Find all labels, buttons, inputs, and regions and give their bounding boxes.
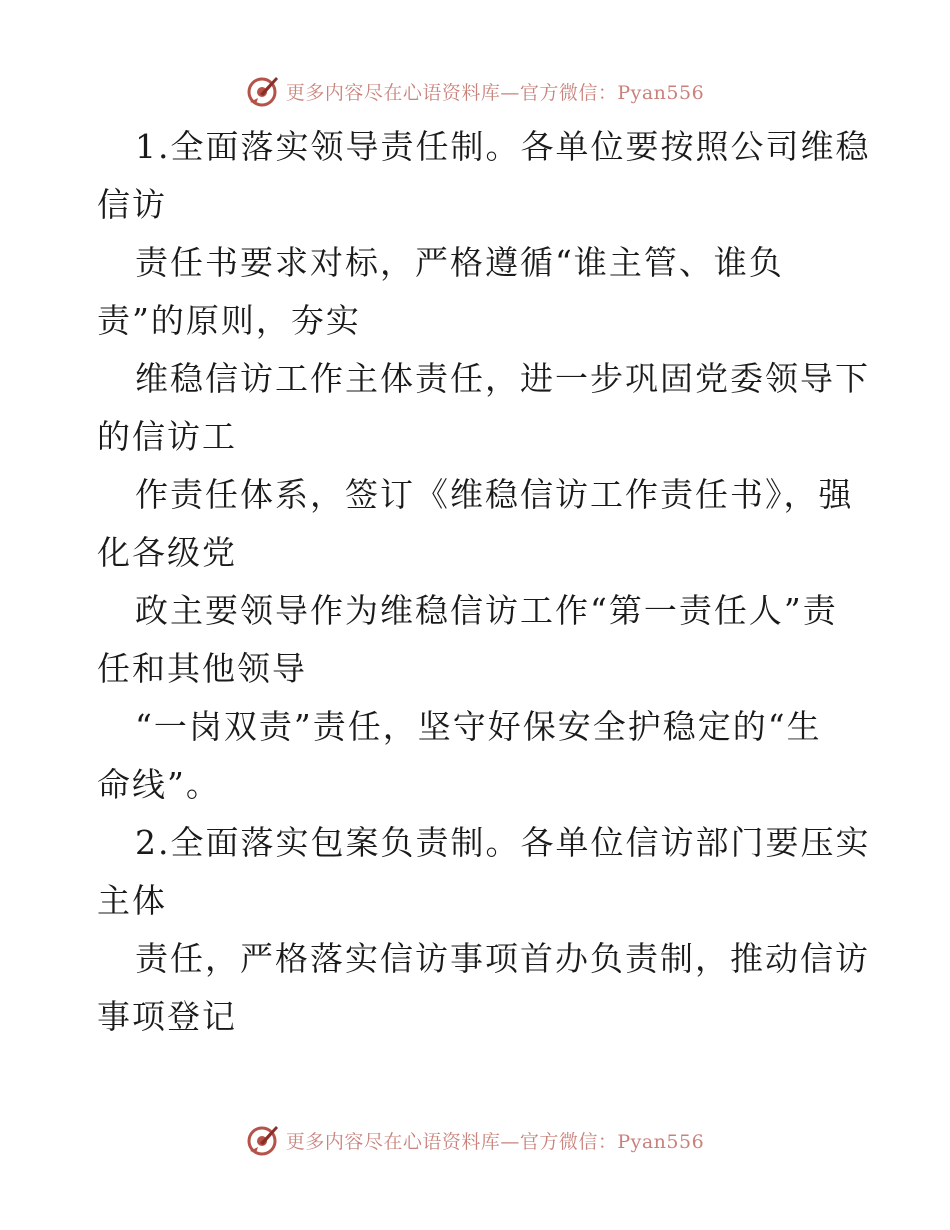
text-line: 主体 xyxy=(97,881,167,920)
text-line: “一岗双责”责任，坚守好保安全护稳定的“生 xyxy=(135,707,822,746)
text-line: 化各级党 xyxy=(97,533,237,572)
footer-watermark xyxy=(0,1120,950,1160)
text-line: 的信访工 xyxy=(97,417,237,456)
text-line: 责任书要求对标，严格遵循“谁主管、谁负 xyxy=(135,243,784,282)
quill-logo-icon xyxy=(246,1123,280,1157)
quill-logo-icon xyxy=(246,74,280,108)
text-line: 2.全面落实包案负责制。各单位信访部门要压实 xyxy=(135,823,871,862)
header-watermark xyxy=(0,71,950,111)
text-line: 信访 xyxy=(97,185,167,224)
text-line: 任和其他领导 xyxy=(97,649,307,688)
text-line: 责”的原则，夯实 xyxy=(97,301,361,340)
text-line: 1.全面落实领导责任制。各单位要按照公司维稳 xyxy=(135,127,871,166)
text-line: 维稳信访工作主体责任，进一步巩固党委领导下 xyxy=(135,359,870,398)
text-line: 责任，严格落实信访事项首办负责制，推动信访 xyxy=(135,939,870,978)
text-line: 作责任体系，签订《维稳信访工作责任书》，强 xyxy=(135,475,854,514)
watermark-text: 更多内容尽在心语资料库—官方微信：Pyan556 xyxy=(285,1130,705,1153)
document-body xyxy=(97,118,871,1046)
text-line: 事项登记 xyxy=(97,997,237,1036)
watermark-text: 更多内容尽在心语资料库—官方微信：Pyan556 xyxy=(285,81,705,104)
text-line: 命线”。 xyxy=(97,765,221,804)
text-line: 政主要领导作为维稳信访工作“第一责任人”责 xyxy=(135,591,838,630)
